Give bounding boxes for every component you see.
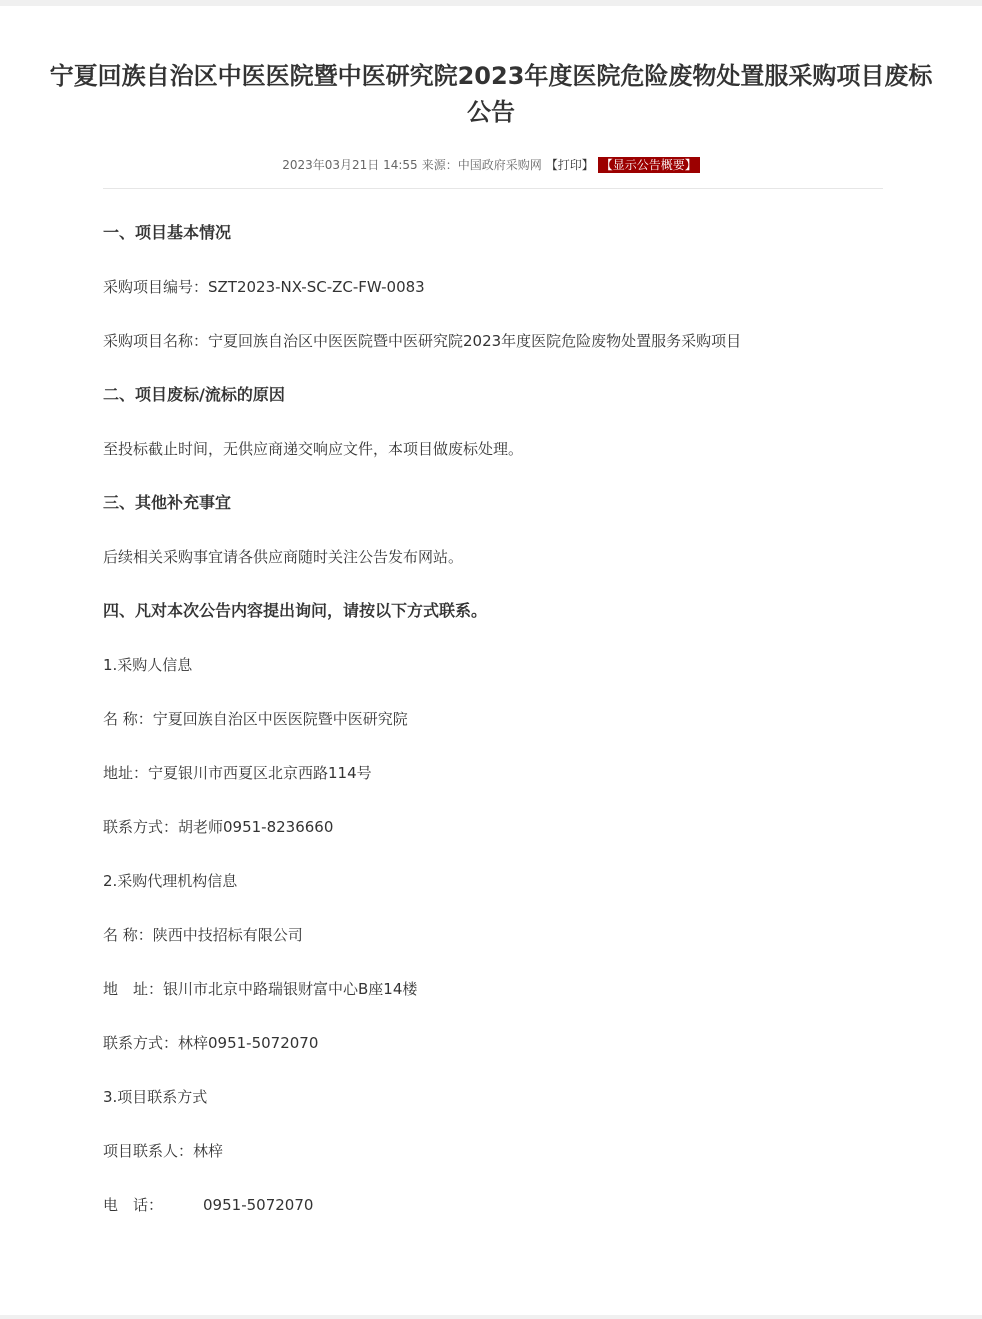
publish-datetime: 2023年03月21日 14:55 [282, 158, 418, 172]
title-line-1: 宁夏回族自治区中医医院暨中医研究院2023年度医院危险废物处置服采购项目废标 [49, 62, 933, 90]
agency-name: 名 称：陕西中技招标有限公司 [103, 926, 303, 944]
article-meta [0, 156, 982, 174]
source-label: 来源： [421, 158, 458, 172]
show-summary-button[interactable]: 【显示公告概要】 [598, 157, 700, 173]
phone-label: 电 话： [103, 1196, 164, 1214]
bottom-bar [0, 1315, 982, 1319]
divider [103, 188, 883, 189]
supplement-text: 后续相关采购事宜请各供应商随时关注公告发布网站。 [103, 548, 464, 566]
purchaser-contact: 联系方式：胡老师0951-8236660 [103, 818, 334, 836]
section-heading-reason: 二、项目废标/流标的原因 [103, 385, 285, 404]
section-heading-supplement: 三、其他补充事宜 [103, 493, 232, 512]
section-heading-basic-info: 一、项目基本情况 [103, 223, 232, 242]
top-bar [0, 0, 982, 6]
project-phone [103, 1195, 313, 1215]
print-link[interactable]: 【打印】 [545, 158, 594, 172]
project-contact-heading: 3.项目联系方式 [103, 1088, 208, 1106]
reason-text: 至投标截止时间，无供应商递交响应文件，本项目做废标处理。 [103, 440, 524, 458]
agency-heading: 2.采购代理机构信息 [103, 872, 238, 890]
agency-address-label: 地 址： [103, 980, 164, 998]
project-name: 采购项目名称：宁夏回族自治区中医医院暨中医研究院2023年度医院危险废物处置服务采购项目 [103, 332, 742, 350]
purchaser-heading: 1.采购人信息 [103, 656, 193, 674]
purchaser-address: 地址：宁夏银川市西夏区北京西路114号 [103, 764, 372, 782]
section-heading-contact: 四、凡对本次公告内容提出询问，请按以下方式联系。 [103, 601, 488, 620]
agency-contact: 联系方式：林梓0951-5072070 [103, 1034, 319, 1052]
project-number: 采购项目编号：SZT2023-NX-SC-ZC-FW-0083 [103, 278, 425, 296]
project-contact-person: 项目联系人：林梓 [103, 1142, 224, 1160]
page-title [0, 58, 982, 130]
title-line-2: 公告 [467, 98, 515, 126]
source-name: 中国政府采购网 [457, 158, 542, 172]
phone-value: 0951-5072070 [203, 1196, 314, 1214]
purchaser-name: 名 称：宁夏回族自治区中医医院暨中医研究院 [103, 710, 408, 728]
agency-address-value: 银川市北京中路瑞银财富中心B座14楼 [163, 980, 418, 998]
agency-address [103, 979, 417, 999]
